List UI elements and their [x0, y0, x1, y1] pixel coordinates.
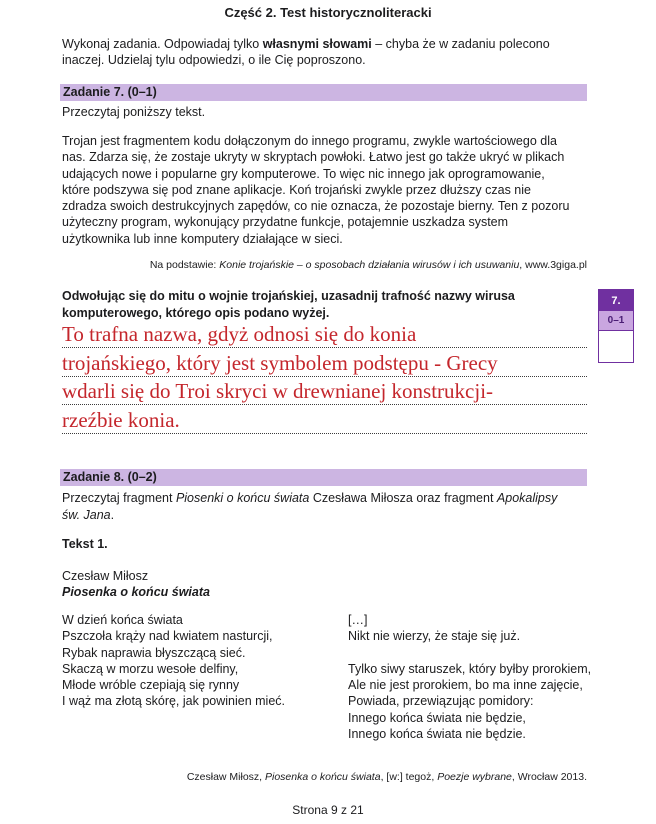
poem-line: Skaczą w morzu wesołe delfiny,: [62, 661, 239, 676]
poem-line: Nikt nie wierzy, że staje się już.: [348, 629, 521, 644]
poem-line: Innego końca świata nie będzie.: [348, 727, 526, 742]
task8-instr-title2-cont: św. Jana: [62, 507, 111, 522]
task8-instr-mid: Czesława Miłosza oraz fragment: [309, 491, 497, 505]
poem-line: Tylko siwy staruszek, który byłby prorokiem,: [348, 661, 592, 676]
passage-line: Trojan jest fragmentem kodu dołączonym do innego programu, zwykle wartościowego dla: [62, 134, 557, 148]
instructions-text: Wykonaj zadania. Odpowiadaj tylko: [62, 37, 263, 51]
instructions-bold: własnymi słowami: [262, 37, 372, 51]
question-line1: Odwołując się do mitu o wojnie trojańskiej, uzasadnij trafność nazwy wirusa: [62, 289, 515, 303]
answer-text: rzeźbie konia.: [62, 408, 180, 432]
poem-line: […]: [348, 613, 368, 627]
poem-author: Czesław Miłosz: [62, 569, 149, 583]
source-prefix: Na podstawie:: [149, 259, 220, 271]
passage-line: użytkownika lub inne komputery działające w sieci.: [62, 231, 343, 246]
question-line2: komputerowego, którego opis podano wyżej.: [62, 305, 330, 320]
poem-line: I wąż ma złotą skórę, jak powinien mieć.: [62, 694, 286, 709]
poem-column-left: [62, 612, 348, 710]
task7-answer-area[interactable]: [62, 322, 587, 434]
poem-line: Młode wróble czepiają się rynny: [62, 678, 240, 693]
poem-line: Powiada, przewiązując pomidory:: [348, 694, 534, 709]
task7-header: Zadanie 7. (0–1): [60, 84, 587, 101]
passage-line: które podszywa się pod znane aplikacje. Koń trojański zwykle przez dłuższy czas nie: [62, 182, 531, 197]
page-title: Część 2. Test historycznoliteracki: [224, 5, 432, 20]
passage-line: nas. Zdarza się, że zostaje ukryty w skryptach powłoki. Łatwo jest go także ukryć w plikach: [62, 150, 565, 165]
answer-text: To trafna nazwa, gdyż odnosi się do konia: [62, 322, 417, 346]
answer-line[interactable]: [62, 348, 587, 377]
poem-line: W dzień końca świata: [62, 613, 183, 627]
text1-label: Tekst 1.: [62, 537, 108, 551]
poem-line: [348, 645, 634, 661]
task7-question: [62, 288, 592, 321]
source-book-title: Poezje wybrane: [437, 771, 512, 783]
page-number: Strona 9 z 21: [292, 803, 364, 817]
answer-text: wdarli się do Troi skryci w drewnianej konstrukcji-: [62, 379, 494, 403]
score-box-task-number: 7.: [599, 290, 633, 311]
passage-line: zdradza swoich destrukcyjnych zapędów, co nie oznacza, że pozostaje bierny. Ten z pozoru: [62, 199, 570, 214]
score-box-empty-cell: [599, 331, 633, 362]
instructions-line2: inaczej. Udzielaj tylu odpowiedzi, o ile Cię poproszono.: [62, 53, 366, 68]
task8-instr-text: Przeczytaj fragment: [62, 491, 176, 505]
poem-column-right: [348, 612, 634, 742]
poem-line: Innego końca świata nie będzie,: [348, 710, 526, 725]
poem-line: Rybak naprawia błyszczącą sieć.: [62, 645, 246, 660]
task7-instruction: Przeczytaj poniższy tekst.: [62, 105, 206, 119]
answer-line[interactable]: [62, 322, 587, 348]
task8-source-citation: [62, 771, 587, 783]
passage-line: użyteczny program, wykonujący przydatne funkcje, potajemnie uszkadza system: [62, 215, 509, 230]
task7-score-box: [598, 289, 634, 363]
source-place-year: , Wrocław 2013.: [511, 771, 587, 783]
task8-instr-title1: Piosenki o końcu świata: [175, 491, 310, 505]
score-box-range: 0–1: [599, 311, 633, 331]
passage-line: udających nowe i popularne gry komputerowe. To więc nic innego jak oprogramowanie,: [62, 166, 545, 181]
source-poem-title: Piosenka o końcu świata: [265, 771, 381, 783]
general-instructions: [62, 36, 592, 69]
task8-instruction: [62, 490, 592, 523]
poem-line: Ale nie jest prorokiem, bo ma inne zajęcie,: [348, 678, 583, 693]
task7-passage: [62, 133, 592, 247]
source-in: , [w:] tegoż,: [380, 771, 438, 783]
answer-line[interactable]: [62, 405, 587, 434]
answer-line[interactable]: [62, 377, 587, 405]
source-suffix: , www.3giga.pl: [519, 259, 587, 271]
task8-header: Zadanie 8. (0–2): [60, 469, 587, 486]
instructions-text-cont: – chyba że w zadaniu polecono: [371, 37, 550, 51]
source-author: Czesław Miłosz,: [186, 771, 265, 783]
poem-line: Pszczoła krąży nad kwiatem nasturcji,: [62, 629, 273, 644]
poem-title: Piosenka o końcu świata: [62, 585, 210, 599]
task7-source-citation: [62, 259, 587, 271]
source-title: Konie trojańskie – o sposobach działania wirusów i ich usuwaniu: [219, 259, 520, 271]
task8-instr-title2: Apokalipsy: [496, 491, 558, 505]
task8-instr-end: .: [110, 507, 115, 522]
answer-text: trojańskiego, który jest symbolem podstępu - Grecy: [62, 351, 498, 375]
